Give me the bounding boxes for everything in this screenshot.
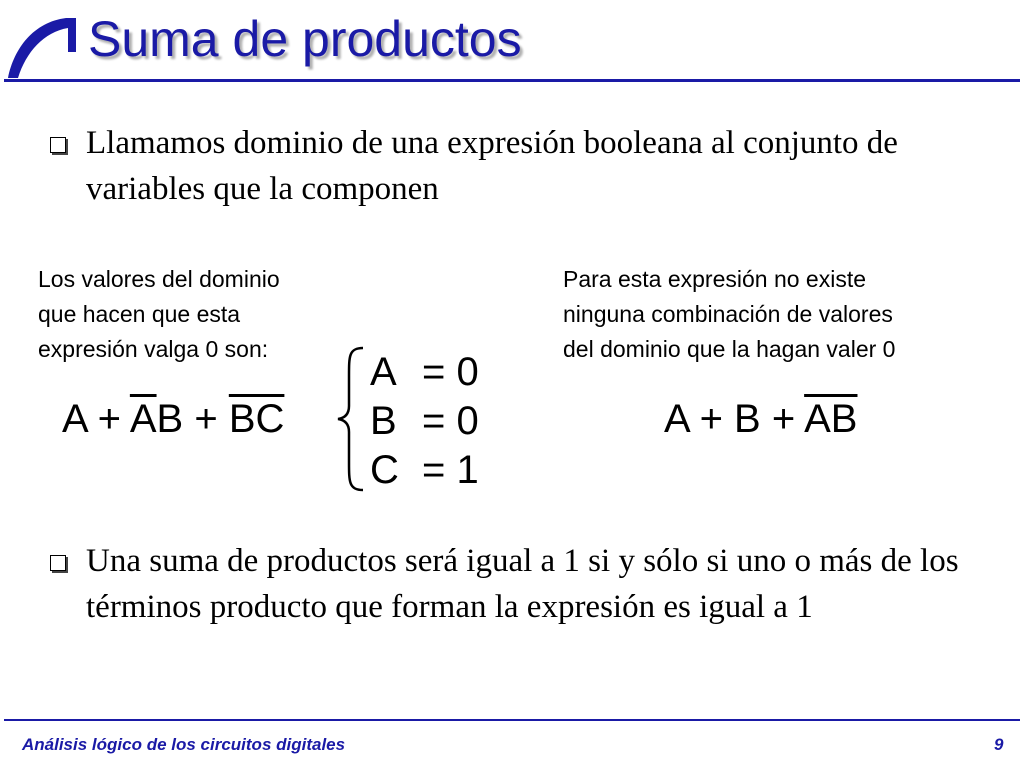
bullet-domain [50, 120, 980, 212]
negated-term: $\overline{AB}$ [804, 397, 858, 441]
assignment-row: C = 1 [370, 448, 479, 492]
bullet-sum-products [50, 538, 980, 630]
left-brace-icon [335, 346, 367, 492]
left-note: Los valores del dominio que hacen que esta expresión valga 0 son: [38, 266, 280, 362]
footer-divider [4, 719, 1020, 721]
left-expression: $A + \overline{A}B + \overline{BC}$ [62, 397, 285, 441]
page-number: 9 [994, 735, 1004, 754]
bullet-text: Llamamos dominio de una expresión booleana al conjunto de variables que la componen [86, 125, 898, 207]
negated-term: $\overline{BC}$ [228, 397, 285, 441]
assignment-row: B = 0 [370, 399, 479, 443]
arc-logo-icon [4, 12, 84, 80]
title-divider [4, 79, 1020, 82]
right-note: Para esta expresión no existe ninguna combinación de valores del dominio que la hagan valer 0 [563, 266, 896, 362]
footer-course: Análisis lógico de los circuitos digitales [22, 735, 346, 754]
assignment-row: A = 0 [370, 350, 479, 394]
checkbox-bullet-icon [50, 555, 66, 571]
checkbox-bullet-icon [50, 137, 66, 153]
page-title: Suma de productos [88, 11, 522, 67]
negated-term: $\overline{A}$ [129, 397, 157, 441]
bullet-text: Una suma de productos será igual a 1 si y sólo si uno o más de los términos producto que forman la expresión es igual a 1 [86, 543, 959, 625]
right-expression: $A + B + \overline{AB}$ [664, 397, 858, 441]
